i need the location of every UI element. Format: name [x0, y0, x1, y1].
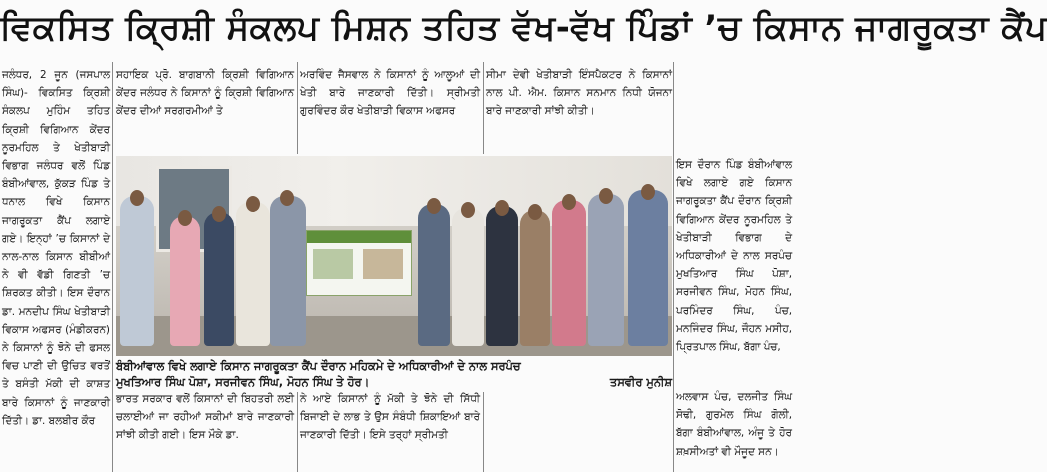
column-3-bottom-text: [300, 390, 480, 472]
photo-head: [280, 190, 294, 206]
photo-head: [130, 190, 144, 206]
photo-banner: [306, 230, 412, 296]
photo-head: [641, 184, 655, 200]
banner-image-left: [313, 249, 353, 279]
photo-person: [452, 208, 484, 346]
column-5-bottom-paragraph: ਅਲਵਾਸ ਪੰਚ, ਦਲਜੀਤ ਸਿੰਘ ਸੋਢੀ, ਗੁਰਮੇਲ ਸਿੰਘ ਗੋਲੀ, ਬੱਗਾ ਬੰਬੀਆਂਵਾਲ, ਅੰਜੂ ਤੇ ਹੋਰ ਸ਼ਖ਼ਸੀਅਤਾਂ ਵੀ ਮੌਜੂਦ ਸਨ।: [676, 391, 792, 458]
column-1-paragraph: ਜਲੰਧਰ, 2 ਜੂਨ (ਜਸਪਾਲ ਸਿੰਘ)- ਵਿਕਸਿਤ ਕ੍ਰਿਸ਼ੀ ਸੰਕਲਪ ਮੁਹਿੰਮ ਤਹਿਤ ਕ੍ਰਿਸ਼ੀ ਵਿਗਿਆਨ ਕੇਂਦਰ ਨੂਰਮਹਿਲ ਤੇ ਖੇਤੀਬਾੜੀ ਵਿਭਾਗ ਜਲੰਧਰ ਵਲੋਂ ਪਿੰਡ ਬੰਬੀਆਂਵਾਲ, ਕੁੱਕੜ ਪਿੰਡ ਤੇ ਧਨਾਲ ਵਿਖੇ ਕਿਸਾਨ ਜਾਗਰੂਕਤਾ ਕੈਂਪ ਲਗਾਏ ਗਏ। ਇਨ੍ਹਾਂ ’ਚ ਕਿਸਾਨਾਂ ਦੇ ਨਾਲ-ਨਾਲ ਕਿਸਾਨ ਬੀਬੀਆਂ ਨੇ ਵੀ ਵੱਡੀ ਗਿਣਤੀ ’ਚ ਸ਼ਿਰਕਤ ਕੀਤੀ। ਇਸ ਦੌਰਾਨ ਡਾ. ਮਨਦੀਪ ਸਿੰਘ ਖੇਤੀਬਾੜੀ ਵਿਕਾਸ ਅਫਸਰ (ਮੰਡੀਕਰਨ) ਨੇ ਕਿਸਾਨਾਂ ਨੂੰ ਝੋਨੇ ਦੀ ਫਸਲ ਵਿਚ ਪਾਣੀ ਦੀ ਉਚਿਤ ਵਰਤੋਂ ਤੇ ਬਸੰਤੀ ਮੱਕੀ ਦੀ ਕਾਸ਼ਤ ਬਾਰੇ ਕਿਸਾਨਾਂ ਨੂੰ ਜਾਣਕਾਰੀ ਦਿੱਤੀ। ਡਾ. ਬਲਬੀਰ ਕੌਰ: [2, 69, 110, 427]
column-divider: [673, 62, 674, 472]
column-divider: [483, 392, 484, 472]
caption-line-2: ਮੁਖਤਿਆਰ ਸਿੰਘ ਪੋਸ਼ਾ, ਸਰਜੀਵਨ ਸਿੰਘ, ਮੋਹਨ ਸਿੰਘ ਤੇ ਹੋਰ।: [116, 375, 370, 389]
photo-person: [270, 196, 306, 346]
photo-person: [520, 210, 550, 346]
caption-line-2-row: [116, 374, 672, 390]
headline: ਵਿਕਸਿਤ ਕ੍ਰਿਸ਼ੀ ਸੰਕਲਪ ਮਿਸ਼ਨ ਤਹਿਤ ਵੱਖ-ਵੱਖ ਪਿੰਡਾਂ ’ਚ ਕਿਸਾਨ ਜਾਗਰੂਕਤਾ ਕੈਂਪ: [0, 8, 1047, 48]
photo-head: [178, 210, 192, 226]
photo-head: [427, 198, 441, 214]
photo-caption: [116, 358, 672, 390]
column-2-bottom-paragraph: ਭਾਰਤ ਸਰਕਾਰ ਵਲੋਂ ਕਿਸਾਨਾਂ ਦੀ ਬਿਹਤਰੀ ਲਈ ਚਲਾਈਆਂ ਜਾ ਰਹੀਆਂ ਸਕੀਮਾਂ ਬਾਰੇ ਜਾਣਕਾਰੀ ਸਾਂਝੀ ਕੀਤੀ ਗਈ। ਇਸ ਮੌਕੇ ਡਾ.: [116, 393, 294, 442]
photo-person: [628, 190, 668, 346]
column-3-top-paragraph: ਅਰਵਿੰਦ ਜੈਸਵਾਲ ਨੇ ਕਿਸਾਨਾਂ ਨੂੰ ਆਲੂਆਂ ਦੀ ਖੇਤੀ ਬਾਰੇ ਜਾਣਕਾਰੀ ਦਿੱਤੀ। ਸ੍ਰੀਮਤੀ ਗੁਰਵਿੰਦਰ ਕੌਰ ਖੇਤੀਬਾੜੀ ਵਿਕਾਸ ਅਫਸਰ: [300, 69, 480, 118]
column-divider: [112, 62, 113, 472]
column-3-bottom-paragraph: ਨੇ ਆਏ ਕਿਸਾਨਾਂ ਨੂੰ ਮੱਕੀ ਤੇ ਝੋਨੇ ਦੀ ਸਿੱਧੀ ਬਿਜਾਈ ਦੇ ਲਾਭ ਤੇ ਉਸ ਸੰਬੰਧੀ ਸ਼ਿਕਾਇਆਂ ਬਾਰੇ ਜਾਣਕਾਰੀ ਦਿੱਤੀ। ਇਸੇ ਤਰ੍ਹਾਂ ਸ੍ਰੀਮਤੀ: [300, 393, 480, 442]
caption-line-1: ਬੰਬੀਆਂਵਾਲ ਵਿਖੇ ਲਗਾਏ ਕਿਸਾਨ ਜਾਗਰੂਕਤਾ ਕੈਂਪ ਦੌਰਾਨ ਮਹਿਕਮੇ ਦੇ ਅਧਿਕਾਰੀਆਂ ਦੇ ਨਾਲ ਸਰਪੰਚ: [116, 359, 521, 373]
photo-head: [528, 204, 542, 220]
photo-person: [418, 204, 450, 346]
column-5-mid-text: [676, 156, 792, 386]
photo-person: [120, 196, 154, 346]
photo-head: [562, 194, 576, 210]
banner-image-right: [363, 249, 403, 279]
photo-person: [170, 216, 200, 346]
column-divider: [297, 392, 298, 472]
photo-person: [588, 194, 624, 346]
banner-header-strip: [307, 231, 411, 243]
caption-credit: ਤਸਵੀਰ ਮੁਨੀਸ਼: [609, 375, 672, 389]
photo-person: [486, 206, 518, 346]
photo-head: [599, 188, 613, 204]
column-5-mid-paragraph: ਇਸ ਦੌਰਾਨ ਪਿੰਡ ਬੰਬੀਆਂਵਾਲ ਵਿਖੇ ਲਗਾਏ ਗਏ ਕਿਸਾਨ ਜਾਗਰੂਕਤਾ ਕੈਂਪ ਦੌਰਾਨ ਕ੍ਰਿਸ਼ੀ ਵਿਗਿਆਨ ਕੇਂਦਰ ਨੂਰਮਹਿਲ ਤੇ ਖੇਤੀਬਾੜੀ ਵਿਭਾਗ ਦੇ ਅਧਿਕਾਰੀਆਂ ਦੇ ਨਾਲ ਸਰਪੰਚ ਮੁਖਤਿਆਰ ਸਿੰਘ ਪੋਸ਼ਾ, ਸਰਜੀਵਨ ਸਿੰਘ, ਮੋਹਨ ਸਿੰਘ, ਪਰਮਿੰਦਰ ਸਿੰਘ, ਪੰਚ, ਮਨਜਿੰਦਰ ਸਿੰਘ, ਜੌਹਨ ਮਸੀਹ, ਪ੍ਰਿਤਪਾਲ ਸਿੰਘ, ਬੱਗਾ ਪੰਚ,: [676, 159, 792, 354]
news-photo: [116, 156, 672, 356]
column-1-text: [2, 66, 110, 472]
column-divider: [483, 62, 484, 154]
photo-head: [212, 206, 226, 222]
column-2-top-text: [116, 66, 294, 156]
column-5-bottom-text: [676, 388, 792, 472]
photo-head: [495, 200, 509, 216]
column-divider: [297, 62, 298, 154]
photo-person: [204, 212, 234, 346]
photo-person: [236, 202, 270, 346]
photo-person: [552, 200, 586, 346]
column-4-top-paragraph: ਸੀਮਾ ਦੇਵੀ ਖੇਤੀਬਾੜੀ ਇੰਸਪੈਕਟਰ ਨੇ ਕਿਸਾਨਾਂ ਨਾਲ ਪੀ. ਐਮ. ਕਿਸਾਨ ਸਨਮਾਨ ਨਿਧੀ ਯੋਜਨਾ ਬਾਰੇ ਜਾਣਕਾਰੀ ਸਾਂਝੀ ਕੀਤੀ।: [486, 69, 672, 118]
photo-head: [246, 196, 260, 212]
column-3-top-text: [300, 66, 480, 156]
column-2-bottom-text: [116, 390, 294, 472]
column-4-top-text: [486, 66, 672, 156]
column-2-top-paragraph: ਸਹਾਇਕ ਪ੍ਰੋ. ਬਾਗਬਾਨੀ ਕ੍ਰਿਸ਼ੀ ਵਿਗਿਆਨ ਕੇਂਦਰ ਜਲੰਧਰ ਨੇ ਕਿਸਾਨਾਂ ਨੂੰ ਕ੍ਰਿਸ਼ੀ ਵਿਗਿਆਨ ਕੇਂਦਰ ਦੀਆਂ ਸਰਗਰਮੀਆਂ ਤੇ: [116, 69, 294, 118]
photo-head: [461, 202, 475, 218]
